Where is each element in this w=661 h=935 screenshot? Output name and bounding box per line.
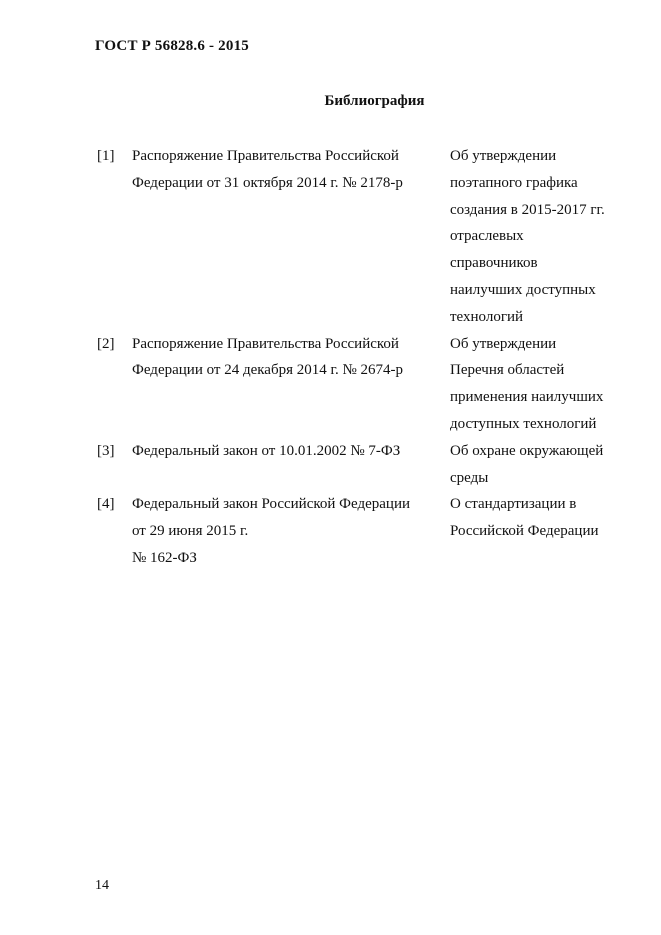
entry-document	[132, 331, 450, 438]
entry-title-line: доступных технологий	[450, 415, 597, 432]
entry-document-line: от 29 июня 2015 г.	[132, 523, 249, 540]
entry-document-line: Федеральный закон от 10.01.2002 № 7-ФЗ	[132, 442, 401, 459]
entry-document-line: Распоряжение Правительства Российской	[132, 148, 399, 164]
entry-number: [1]	[97, 148, 115, 164]
entry-document-line: Федерации от 24 декабря 2014 г. № 2674-р	[132, 362, 404, 379]
bibliography-entry	[97, 143, 627, 331]
entry-title	[450, 491, 625, 571]
entry-title-line: технологий	[450, 308, 524, 325]
entry-title	[450, 331, 625, 438]
entry-title-line: Об охране окружающей	[450, 442, 604, 459]
entry-title-line: Российской Федерации	[450, 523, 599, 540]
page-number: 14	[95, 878, 109, 893]
entry-document-line: Федеральный закон Российской Федерации	[132, 496, 410, 513]
entry-title-line: наилучших доступных	[450, 281, 596, 298]
entry-title-line: Об утверждении	[450, 148, 557, 164]
entry-number: [3]	[97, 442, 115, 459]
entry-number: [4]	[97, 496, 115, 513]
entry-title-line: отраслевых	[450, 228, 524, 245]
entry-title-line: применения наилучших	[450, 389, 604, 406]
entry-document-line: № 162-ФЗ	[132, 549, 197, 566]
entry-document	[132, 491, 450, 571]
entry-title	[450, 143, 625, 331]
bibliography-entry	[97, 491, 627, 571]
document-code-header: ГОСТ Р 56828.6 - 2015	[95, 38, 249, 54]
entry-document-line: Распоряжение Правительства Российской	[132, 335, 399, 352]
entry-title-line: Перечня областей	[450, 362, 565, 379]
entry-title-line: поэтапного графика	[450, 174, 578, 191]
bibliography-entry	[97, 331, 627, 438]
entry-number: [2]	[97, 335, 115, 352]
entry-title-line: справочников	[450, 255, 538, 272]
entry-title-line: создания в 2015-2017 гг.	[450, 201, 605, 218]
entry-title-line: среды	[450, 469, 489, 486]
entry-document	[132, 438, 450, 492]
entry-document	[132, 143, 450, 331]
entry-title	[450, 438, 625, 492]
entry-title-line: Об утверждении	[450, 335, 557, 352]
bibliography-list	[97, 143, 627, 572]
entry-title-line: О стандартизации в	[450, 496, 577, 513]
section-title: Библиография	[324, 93, 425, 109]
bibliography-entry	[97, 438, 627, 492]
entry-document-line: Федерации от 31 октября 2014 г. № 2178-р	[132, 174, 403, 191]
